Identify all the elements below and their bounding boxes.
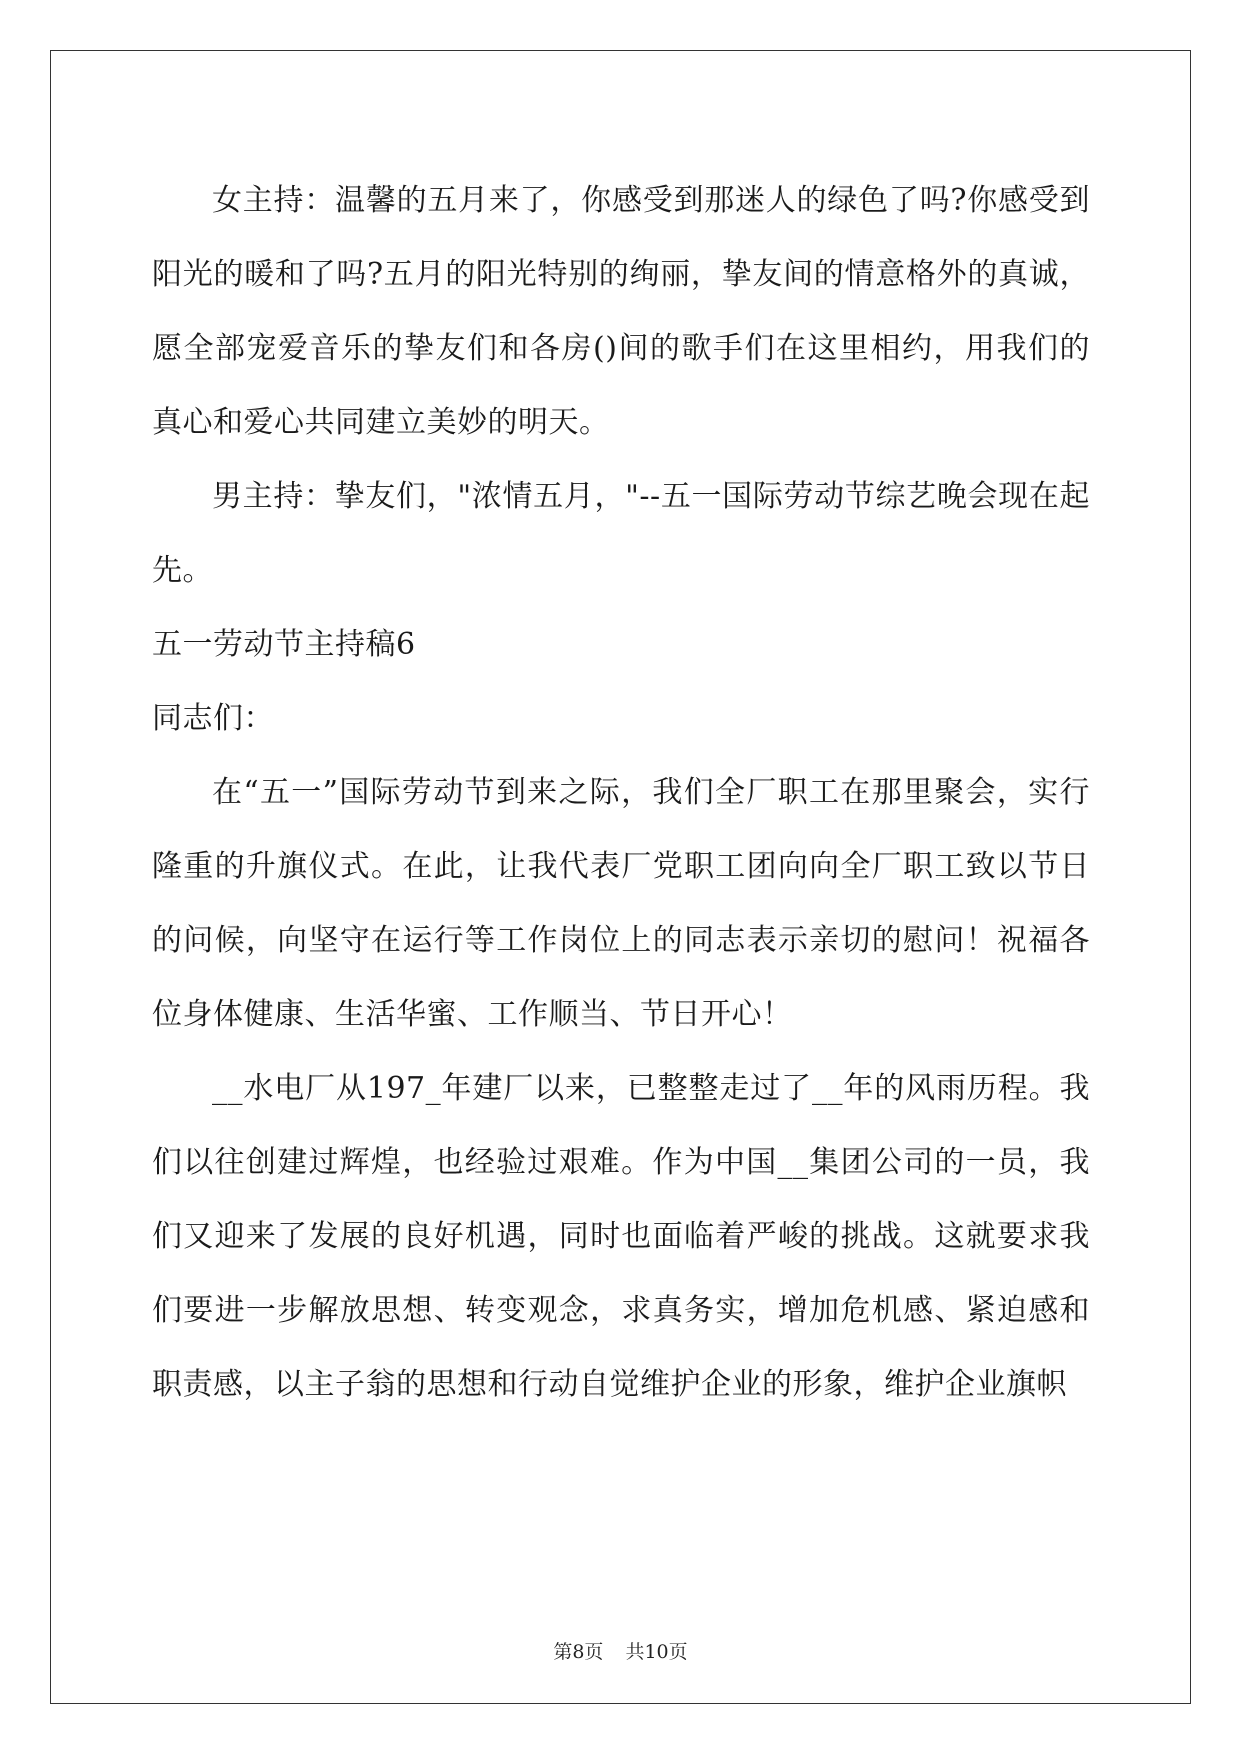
paragraph-history: __水电厂从197_年建厂以来，已整整走过了__年的风雨历程。我们以往创建过辉煌，也经验过艰难。作为中国__集团公司的一员，我们又迎来了发展的良好机遇，同时也面临着严峻的挑战。这就要求我们要进一步解放思想、转变观念，求真务实，增加危机感、紧迫感和职责感，以主子翁的思想和行动自觉维护企业的形象，维护企业旗帜 [152,1071,1090,1402]
page-total: 共10页 [625,1641,688,1663]
document-body [152,164,1090,1422]
page-footer [0,1637,1241,1664]
page-number: 第8页 [553,1641,604,1663]
paragraph-greeting: 在“五一”国际劳动节到来之际，我们全厂职工在那里聚会，实行隆重的升旗仪式。在此，让我代表厂党职工团向向全厂职工致以节日的问候，向坚守在运行等工作岗位上的同志表示亲切的慰问！祝福各位身体健康、生活华蜜、工作顺当、节日开心！ [152,775,1090,1032]
paragraph-female-host: 女主持：温馨的五月来了，你感受到那迷人的绿色了吗?你感受到阳光的暖和了吗?五月的阳光特别的绚丽，挚友间的情意格外的真诚，愿全部宠爱音乐的挚友们和各房()间的歌手们在这里相约，用我们的真心和爱心共同建立美妙的明天。 [152,183,1090,440]
salutation: 同志们： [152,701,274,736]
section-heading: 五一劳动节主持稿6 [152,627,416,662]
paragraph-male-host: 男主持：挚友们，"浓情五月，"--五一国际劳动节综艺晚会现在起先。 [152,479,1090,588]
